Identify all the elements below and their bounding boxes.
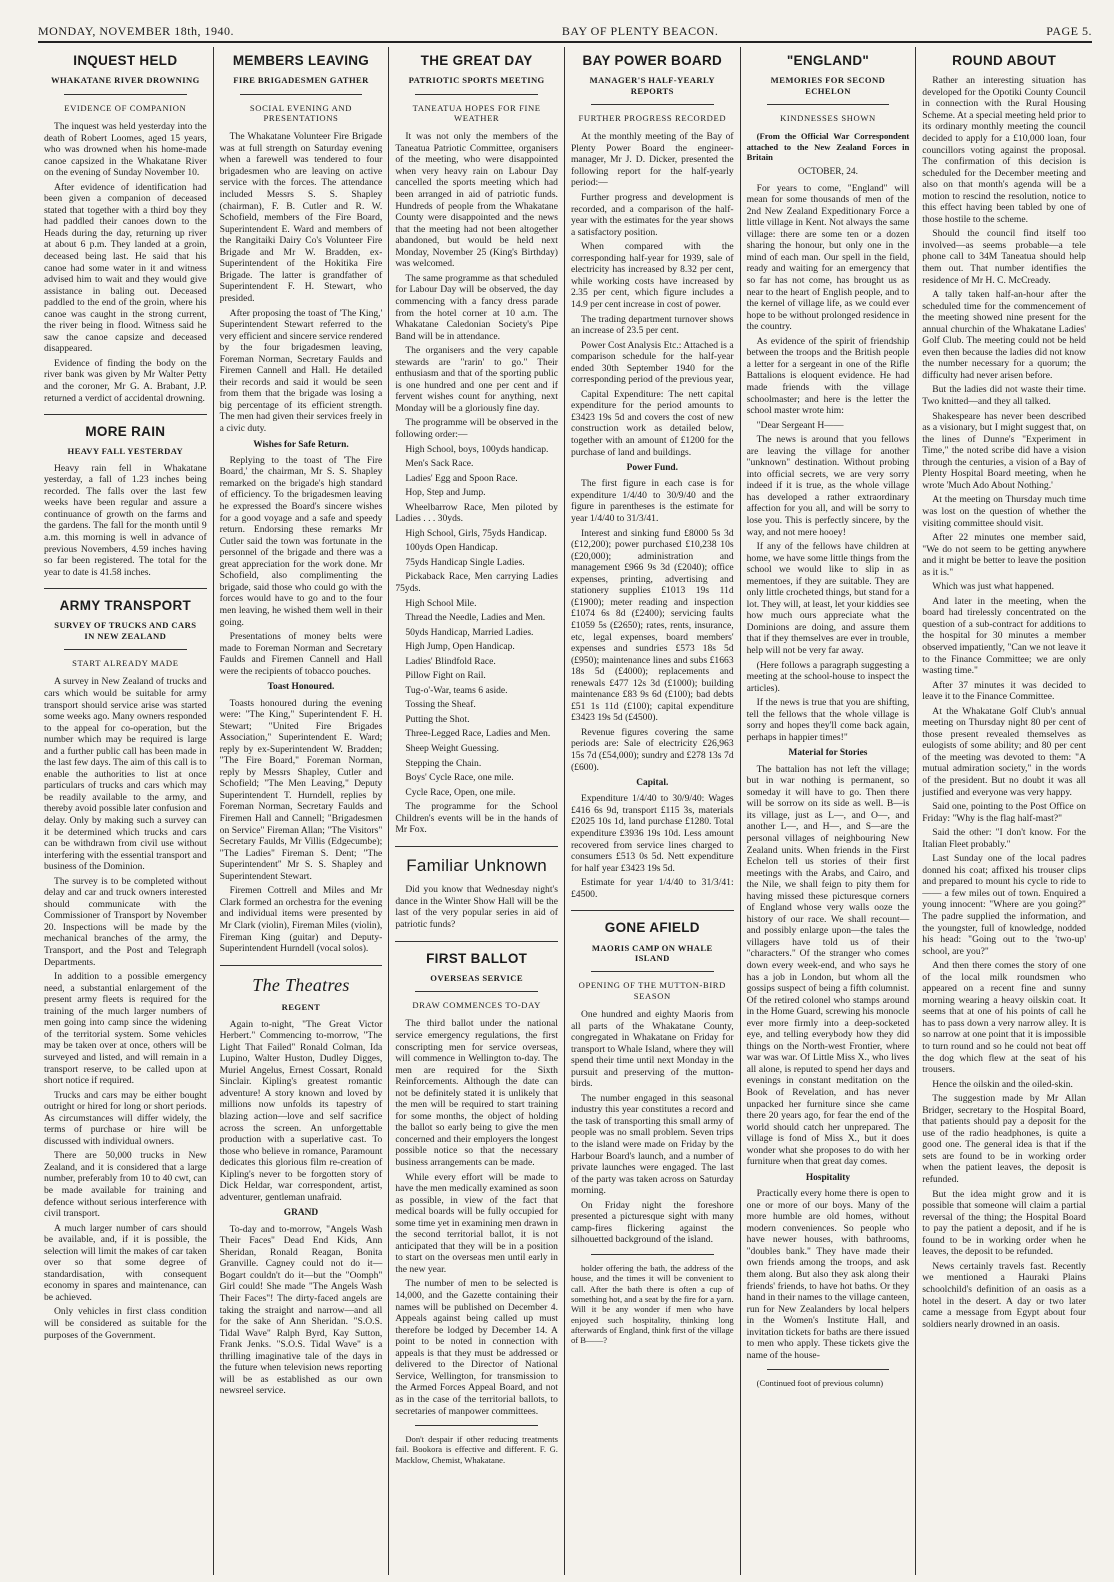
- section-heading: Wishes for Safe Return.: [253, 439, 349, 450]
- article-paragraph: Ladies' Egg and Spoon Race.: [405, 472, 518, 484]
- article-paragraph: High School, Girls, 75yds Handicap.: [405, 527, 547, 539]
- article-paragraph: While every effort will be made to have the men medically examined as soon as possible, in view of the fact that medical boards will be fully occupied for some time yet in examining men drawn in the second territorial ballot, it is not anticipated that they will be in a position to start on the overseas men until early in the new year.: [395, 1171, 558, 1275]
- article-headline: MEMBERS LEAVING: [232, 53, 370, 68]
- article-deck: START ALREADY MADE: [72, 658, 179, 669]
- article-paragraph: High Jump, Open Handicap.: [405, 641, 515, 653]
- footer-rule: [415, 1425, 538, 1426]
- section-paragraph: To-day and to-morrow, "Angels Wash Their Faces" Dead End Kids, Ann Sheridan, Ronald Reagan, Bonita Granville. Cagney could not do it—Bogart couldn't do it—but the "Oomph" Girl could! She made "The Angels Wash Their Faces"! The dirty-faced angels are taking the straight and narrow—and all for the sake of Ann Sheridan. "S.O.S. Tidal Wave" Ralph Byrd, Kay Sutton, Frank Jenks. "S.O.S. Tidal Wave" is a thrilling imaginative tale of the days in the future when television news reporting will be as established as our own newsreel service.: [219, 1223, 383, 1397]
- section-paragraph: Interest and sinking fund £8000 5s 3d (£12,200); power purchased £10,238 10s (£20,000); administration and management £966 9s 3d (£2040); office expenses, printing, advertising and stationery supplies £1013 19s 11d (£1900); meter reading and inspection £1074 6s 8d (£2400); servicing faults £1059 5s (£2650); rates, rents, insurance, etc, legal expenses, board members' expenses and sundries £573 18s 5d (£950); maintenance lines and subs £1663 18s 5d (£4000); replacements and renewals £477 12s 3d (£1000); building maintenance £83 9s 6d (£100); bad debts £51 1s 11d (£100); capital expenditure £3423 19s 5d (£4500).: [570, 527, 734, 724]
- article-paragraph: Putting the Shot.: [405, 713, 470, 725]
- article-paragraph: Should the council find itself too involved—as seems probable—a tele phone call to 34M Taneatua should help them out. That number identifies the residence of Mr H. C. McCready.: [922, 228, 1086, 286]
- article-paragraph: Did you know that Wednesday night's dance in the Winter Show Hall will be the last of the very popular series in aid of patriotic funds?: [395, 884, 558, 930]
- article-paragraph: After 37 minutes it was decided to leave it to the Finance Committee.: [922, 679, 1086, 703]
- article-paragraph: After proposing the toast of 'The King,' Superintendent Stewart referred to the very efficient and sincere service rendered by the four brigadesmen leaving, Foreman Norman, Secretary Faulds and Firemen Cannell and Hall. He detailed their records and said it would be seen from them that the brigade was losing a big percentage of its efficient strength. The men had given their services freely in a civic duty.: [219, 307, 383, 434]
- article-deck: SOCIAL EVENING AND PRESENTATIONS: [249, 102, 353, 123]
- article-paragraph: Pickaback Race, Men carrying Ladies 75yds.: [395, 571, 558, 594]
- article-paragraph: But the idea might grow and it is possible that someone will claim a partial reversal of the thing; the Hospital Board to pay the patient a deposit, and if he is found to be in working order when he leaves, the deposit to be refunded.: [922, 1188, 1086, 1258]
- article-paragraph: After 22 minutes one member said, "We do not seem to be getting anywhere and it might be better to leave the position as it is.": [922, 532, 1086, 578]
- deck-rule: [64, 649, 187, 650]
- article-paragraph: High School Mile.: [405, 597, 477, 609]
- article-paragraph: Shakespeare has never been described as a visionary, but I might suggest that, on the lines of Dunne's "Experiment in Time," the noted scribe did have a vision through the centuries, a vision of a Bay of Plenty Hospital Board meeting, when he wrote 'Much Ado About Nothing.': [922, 410, 1086, 491]
- column-2: [214, 47, 390, 1575]
- section-paragraph: Revenue figures covering the same periods are: Sale of electricity £26,963 15s 7d (£54,000); sundry and £278 13s 7d (£600).: [570, 726, 734, 773]
- article-deck: KINDNESSES SHOWN: [780, 112, 876, 123]
- article-paragraph: Trucks and cars may be either bought outright or hired for long or short periods. As circumstances will differ widely, the terms of purchase or hire will be discussed with individual owners.: [44, 1089, 207, 1147]
- article-deck: EVIDENCE OF COMPANION: [64, 102, 187, 113]
- column-3: [389, 47, 565, 1575]
- article-subhead: HEAVY FALL YESTERDAY: [67, 446, 184, 457]
- article-paragraph: As evidence of the spirit of friendship between the troops and the British people a letter for a sergeant in one of the Rifle Battalions is eloquent evidence. He had made friends with the village schoolmaster; and here is the letter the school master wrote him:: [746, 335, 910, 417]
- article-paragraph: At the Whakatane Golf Club's annual meeting on Thursday night 80 per cent of those present revealed themselves as eulogists of some ability; and 80 per cent of the meeting was devoted to them: "A mutual admiration society," in the words of the president. But no doubt it was all justified and everyone was very happy.: [922, 705, 1086, 798]
- article-paragraph: At the monthly meeting of the Bay of Plenty Power Board the engineer-manager, Mr J. D. Dicker, presented the following report for the half-yearly period:—: [570, 131, 734, 189]
- section-heading: Toast Honoured.: [267, 682, 335, 693]
- article-paragraph: The survey is to be completed without delay and car and truck owners interested should communicate with the Commissioner of Transport by November 20. Inspections will be made by the mechanical branches of the army, the Transport, and the Post and Telegraph Departments.: [44, 875, 207, 968]
- article-paragraph: At the meeting on Thursday much time was lost on the question of whether the visiting committee should visit.: [922, 494, 1086, 529]
- article-paragraph: Men's Sack Race.: [405, 458, 474, 470]
- article-paragraph: A much larger number of cars should be available, and, if it is possible, the selection will limit the makes of car taken over so that some degree of standardisation, with consequent economy in spares and maintenance, can be achieved.: [44, 1222, 207, 1303]
- section-heading: GRAND: [283, 1208, 319, 1219]
- article-deck: DRAW COMMENCES TO-DAY: [412, 1000, 541, 1011]
- article-subhead: OVERSEAS SERVICE: [430, 972, 524, 983]
- article-paragraph: The number of men to be selected is 14,000, and the Gazette containing their names will be published on December 4. Appeals against being called up must therefore be lodged by December 14. A point to be noted in connection with appeals is that they must be addressed or delivered to the Director of National Service, Wellington, for transmission to the Armed Forces Appeal Board, and not as in the case of the territorial ballots, to secretaries of manpower committees.: [395, 1278, 558, 1417]
- column-6: [916, 47, 1092, 1575]
- article-paragraph: 50yds Handicap, Married Ladies.: [405, 626, 534, 638]
- article-headline: Familiar Unknown: [395, 846, 558, 876]
- article-paragraph: The programme for the School Children's events will be in the hands of Mr Fox.: [395, 801, 558, 836]
- article-paragraph: 100yds Open Handicap.: [405, 542, 498, 554]
- article-subhead: PATRIOTIC SPORTS MEETING: [408, 75, 545, 86]
- article-headline: BAY POWER BOARD: [582, 53, 723, 68]
- section-paragraph: Estimate for year 1/4/40 to 31/3/41: £4500.: [570, 877, 734, 900]
- article-paragraph: For years to come, "England" will mean for some thousands of men of the 2nd New Zealand Expeditionary Force a little village in Kent. Not always the same village: there are some ten or a dozen sharing the honour, but only one in the mind of each man. Our spell in the field, ready and waiting for an emergency that so far has not come, has brought us as near to the heart of English people, and to the kernel of village life, as we could ever hope to be without prolonged residence in the country.: [746, 182, 910, 333]
- article-paragraph: Three-Legged Race, Ladies and Men.: [405, 728, 551, 740]
- deck-rule: [591, 104, 714, 105]
- article-headline: INQUEST HELD: [73, 53, 178, 68]
- article-paragraph: Tossing the Sheaf.: [405, 699, 476, 711]
- article-paragraph: Hop, Step and Jump.: [405, 487, 486, 499]
- article-paragraph: One hundred and eighty Maoris from all parts of the Whakatane County, congregated in Whakatane on Friday for transport to Whale Island, where they will spend their time until next Monday in the pursuit and preserving of the mutton-birds.: [570, 1008, 734, 1090]
- section-paragraph: Firemen Cottrell and Miles and Mr Clark formed an orchestra for the evening and individual items were presented by Mr Clark (violin), Fireman Miles (violin), Fireman King (guitar) and Deputy-Superintendent Hurndell (vocal solos).: [219, 885, 383, 955]
- article-subhead: FIRE BRIGADESMEN GATHER: [233, 75, 369, 86]
- article-paragraph: Rather an interesting situation has developed for the Opotiki County Council in connection with the Rural Housing Scheme. At a special meeting held prior to its ordinary monthly meeting the council decided to apply for a £10,000 loan, four councillors voting against the proposal. The confirmation of this decision is scheduled for the December meeting and also on that month's agenda will be a motion to rescind the resolution, notice to this effect having been tabled by one of those hostile to the scheme.: [922, 75, 1086, 225]
- article-paragraph: Tug-o'-War, teams 6 aside.: [405, 684, 508, 696]
- article-paragraph: When compared with the corresponding half-year for 1939, sale of electricity has increased by 8.32 per cent, while working costs have increased by 2.35 per cent, which figure includes a 14.9 per cent increase in cost of power.: [570, 241, 734, 310]
- article-paragraph: Power Cost Analysis Etc.: Attached is a comparison schedule for the half-year ended 30th September 1940 for the corresponding period of the previous year,: [570, 339, 734, 386]
- article-paragraph: Again to-night, "The Great Victor Herbert." Commencing to-morrow, "The Light That Failed" Ronald Colman, Ida Lupino, Walter Huston, Dudley Digges, Muriel Angelus, Ernest Cossart, Ronald Sinclair. Kipling's greatest romantic adventure! A story known and loved by millions now unfolds its tapestry of blazing action—love and self sacrifice across the screen. An unforgettable production with a superlative cast. To those who believe in romance, Paramount dedicates this glorious film re-creation of Kipling's never to be forgotten story of Dick Heldar, war correspondent, artist, adventurer, gentleman unafraid.: [219, 1018, 383, 1203]
- article-paragraph: Further progress and development is recorded, and a comparison of the half-year with the estimates for the year shows a satisfactory position.: [570, 192, 734, 238]
- article-paragraph: The organisers and the very capable stewards are "rarin' to go." Their enthusiasm and that of the sporting public is one hundred and one per cent and if fervent wishes count for anything, next Monday will be a gloriously fine day.: [395, 345, 558, 414]
- columns: [38, 47, 1092, 1575]
- article-paragraph: The news is around that you fellows are leaving the village for another "unknown" destination. Without probing into official secrets, we are very sorry indeed if it is true, as the whole village has developed a rather extraordinary affection for you all, and will be sorry to lose you. This is perfectly sincere, by the way, and not mere hooey!: [746, 434, 910, 538]
- column-footer: Don't despair if other reducing treatments fail. Bookora is effective and different. F. G. Macklow, Chemist, Whakatane.: [395, 1434, 558, 1465]
- article-deck: TANEATUA HOPES FOR FINE WEATHER: [412, 102, 541, 123]
- column-1: [38, 47, 214, 1575]
- column-footer: holder offering the bath, the address of the house, and the times it will be convenient to call. After the bath there is often a cup of something hot, and a seat by the fire for a yarn. Will it be any wonder if men who have enjoyed such hospitality, thinking long afterwards of England, think first of the village of B——?: [570, 1262, 734, 1346]
- article-paragraph: Cycle Race, Open, one mile.: [405, 786, 516, 798]
- section-paragraph: Toasts honoured during the evening were: "The King," Superintendent F. H. Stewart; "United Fire Brigades Association," Superintendent E. Ward; reply by ex-Superintendent W. Bradden; "The Fire Board," Foreman Norman, reply by Messrs Shapley, Cutler and Schofield; "The Men Leaving," Deputy Superintendent T. Hurndell, replies by Foreman Norman, Secretary Faulds and Firemen Hall and Cannell; "Brigadesmen on Service" Fireman Allan; "The Visitors" Secretary Faulds, Mr Villis (Edgecumbe); "The Ladies" Fireman S. Dent; "The Superintendent" Mr S. S. Shapley and Superintendent Stewart.: [219, 697, 383, 882]
- section-heading: Capital.: [636, 778, 669, 789]
- article-paragraph: Last Sunday one of the local padres donned his coat; affixed his trouser clips and prepared to mount his cycle to ride to —— a few miles out of town. Enquired a young innocent: "Where are you going?" The padre supplied the information, and the youngster, full of knowledge, nodded his head: "Going out to the 'two-up' school, are you?": [922, 853, 1086, 957]
- article-paragraph: Pillow Fight on Rail.: [405, 670, 486, 682]
- article-paragraph: Boys' Cycle Race, one mile.: [405, 772, 514, 784]
- section-paragraph: Expenditure 1/4/40 to 30/9/40: Wages £416 6s 9d, transport £115 3s, materials £2025 10s 1d, land purchase £1280. Total expenditure £3936 19s 10d. Less amount recovered from service lines charged to consumers £513 0s 5d. Nett expenditure for half year £3423 19s 5d.: [570, 793, 734, 874]
- section-paragraph: Replying to the toast of 'The Fire Board,' the chairman, Mr S. S. Shapley remarked on the brigade's high standard of efficiency. To the brigadesmen leaving he expressed the Board's sincere wishes for a good voyage and a safe and speedy return. Endorsing these remarks Mr Cutler said the town was fortunate in the personnel of the brigade and there was a great appreciation for the work done. Mr Schofield, also complimenting the brigade, said those who could go with the forces would have to go and to the four men leaving, he wished them well in their going.: [219, 454, 383, 628]
- article-paragraph: Ladies' Blindfold Race.: [405, 655, 496, 667]
- section-heading: Power Fund.: [626, 463, 678, 474]
- deck-rule: [240, 94, 363, 95]
- article-paragraph: Which was just what happened.: [932, 581, 1055, 593]
- article-deck: FURTHER PROGRESS RECORDED: [578, 112, 727, 123]
- deck-rule: [591, 971, 714, 972]
- article-headline: MORE RAIN: [44, 414, 207, 440]
- article-paragraph: A survey in New Zealand of trucks and cars which would be suitable for army transport should service arise was started some weeks ago. Many owners responded to the appeal for co-operation, but the number which may be required is large and a further public call has been made in the last few days. The aim of this call is to enable the authorities to list at once particulars of trucks and cars which may be readily available to the army, and thereby avoid possible later confusion and delay. Only by making such a survey can it be determined which trucks and cars can be withdrawn from civil use without interfering with the essential transport and business of the Dominion.: [44, 676, 207, 873]
- article-paragraph: High School, boys, 100yds handicap.: [405, 443, 549, 455]
- article-paragraph: Capital Expenditure: The nett capital expenditure for the period amounts to £3423 19s 5d and covers the cost of new construction work as detailed below, together with an amount of £1200 for the purchase of land and buildings.: [570, 388, 734, 458]
- article-paragraph: And later in the meeting, when the board had tirelessly concentrated on the question of a sub-contract for additions to the hospital for 30 minutes a member observed impatiently, "Can we not leave it to the Finance Committee; we are only wasting time.": [922, 595, 1086, 677]
- article-headline: GONE AFIELD: [571, 910, 734, 936]
- article-paragraph: In addition to a possible emergency need, a substantial enlargement of the present army fleets is required for the training of the much larger numbers of men going into camp since the widening of the territorial system. Some vehicles may be taken over at once, others will be surveyed and listed, and will remain in a transport reserve, to be called upon at short notice if required.: [44, 971, 207, 1087]
- article-paragraph: The third ballot under the national service emergency regulations, the first conscripting men for service overseas, will commence in Wellington to-day. The men are required for the Sixth Reinforcements. Although the date can not be definitely stated it is unlikely that the men will be required to start training for some months, the object of holding the ballot so early being to give the men concerned and their employers the longest possible notice so that the necessary business arrangements can be made.: [395, 1018, 558, 1169]
- deck-rule: [64, 94, 187, 95]
- masthead: [38, 24, 1092, 40]
- article-dateline: OCTOBER, 24.: [797, 167, 858, 178]
- section-paragraph: The battalion has not left the village; but in war nothing is permanent, so someday it will have to go. Then there will be sorrow on its side as well. B—is its village, just as L—, and O—, and another L—, and H—, and S—are the personal villages of neighbouring New Zealand units. When friends in the First Echelon tell us stories of their first meetings with the Arabs, and Cairo, and the Nile, we shall feign to pity them for having missed these picturesque corners of England whose very walls ooze the history of our race. We shall recount—and possibly enlarge upon—the tales the villagers have told us of their "characters." Of the stranger who comes down every week-end, and who says he has a job in London, but whom all the gossips suspect of being a fifth columnist. Of the retired colonel who stamps around in the Home Guard, screwing his monocle ever more firmly into a deep-socketed eye, and telling everybody how they did things on the North-west Frontier, where war was war. Of Little Miss X., who lives all alone, is reputed to spend her days and evenings in constant meditation on the Book of Revelation, and has never unpacked her furniture since she came there 20 years ago, for fear the end of the world should catch her unprepared. The village is fond of Miss X., but it does wonder what she proposes to do with her furniture when that great day comes.: [746, 763, 910, 1168]
- article-headline: THE GREAT DAY: [420, 53, 533, 68]
- article-paragraph: The suggestion made by Mr Allan Bridger, secretary to the Hospital Board, that patients should pay a deposit for the use of the radio headphones, is quite a good one. The general idea is that if the sets are found to be in working order when the patient leaves, the deposit is refunded.: [922, 1093, 1086, 1186]
- article-paragraph: The trading department turnover shows an increase of 23.5 per cent.: [570, 313, 734, 337]
- article-paragraph: And then there comes the story of one of the local milk roundsmen who appeared on a recent fine and sunny morning wearing a heavy oilskin coat. It seems that at one of his points of call he has to pass down a very narrow alley. It is so narrow at one point that it is impossible to turn round and so he could not beat off the dog which flew at the seat of his trousers.: [922, 960, 1086, 1076]
- article-headline: ARMY TRANSPORT: [44, 588, 207, 614]
- article-headline: FIRST BALLOT: [395, 941, 558, 967]
- masthead-date: MONDAY, NOVEMBER 18th, 1940.: [38, 24, 235, 38]
- column-footer: (Continued foot of previous column): [756, 1378, 884, 1389]
- masthead-rule: [38, 41, 1092, 43]
- section-paragraph: Practically every home there is open to one or more of our boys. Many of the more humble are old homes, without modern conveniences. So people who have newer houses, with bathrooms, "doubles bank." They have made their own friends among the troops, and ask them along. But also they ask along their friends' friends, to have hot baths. Or they hand in their names to the village canteen, run for New Zealanders by local helpers in the Women's Institute Hall, and invitation tickets for baths are there issued to men who apply. These tickets give the name of the house-: [746, 1188, 910, 1361]
- section-paragraph: Presentations of money belts were made to Foreman Norman and Secretary Faulds and Firemen Cannell and Hall were the recipients of tobacco pouches.: [219, 631, 383, 677]
- article-paragraph: A tally taken half-an-hour after the scheduled time for the commencement of the meeting showed nine present for the annual churchin of the Whakatane Ladies' Golf Club. The meeting could not be held even then because the ladies did not know the number necessary for a quorum; the difficulty had never arisen before.: [922, 289, 1086, 381]
- article-deck: OPENING OF THE MUTTON-BIRD SEASON: [578, 980, 726, 1001]
- article-paragraph: On Friday night the foreshore presented a picturesque sight with many camp-fires flickering against the silhouetted background of the island.: [570, 1199, 734, 1246]
- article-paragraph: There are 50,000 trucks in New Zealand, and it is considered that a large number, preferably from 10 to 40 cwt, can be made available for training and defence without serious interference with civil transport.: [44, 1150, 207, 1220]
- deck-rule: [415, 94, 538, 95]
- article-paragraph: After evidence of identification had been given a companion of deceased stated that together with a third boy they had paddled their canoes down to the Heads during the day, returning up river at about 6 p.m. They landed at a groin, deceased being last. He said that his canoe had some water in it and witness advised him to wait and they would give assistance in baling out. Deceased paddled to the end of the groin, where his canoe was caught in the strong current, the river being in flood. Witness said he saw the canoe capsize and deceased disappeared.: [44, 181, 207, 355]
- article-headline: "ENGLAND": [786, 53, 870, 68]
- article-paragraph: It was not only the members of the Taneatua Patriotic Committee, organisers of the meeting, who were disappointed when very heavy rain on Labour Day cancelled the sports meeting which had been arranged in aid of patriotic funds. Hundreds of people from the Whakatane County were disappointed and the news that the meeting had not been altogether abandoned, but would be held next Monday, November 25 (King's Birthday) was welcomed.: [395, 131, 558, 270]
- footer-rule: [591, 1254, 714, 1255]
- section-heading: Material for Stories: [788, 748, 868, 759]
- article-paragraph: Only vehicles in first class condition will be considered as suitable for the purposes of the Government.: [44, 1306, 207, 1341]
- article-paragraph: 75yds Handicap Single Ladies.: [405, 556, 525, 568]
- footer-rule: [767, 1369, 890, 1370]
- masthead-title: BAY OF PLENTY BEACON.: [561, 24, 719, 38]
- article-paragraph: The inquest was held yesterday into the death of Robert Loomes, aged 15 years, who was drowned when his home-made canoe capsized in the Whakatane River on the evening of Sunday November 10.: [44, 120, 207, 179]
- article-byline: (From the Official War Correspondent attached to the New Zealand Forces in Britain: [746, 131, 910, 162]
- article-paragraph: (Here follows a paragraph suggesting a meeting at the school-house to inspect the articles).: [746, 659, 910, 694]
- article-headline: The Theatres: [220, 965, 383, 997]
- article-paragraph: The number engaged in this seasonal industry this year constitutes a record and the task of transporting this small army of people was no small problem. Seven trips to the island were made on Friday by the Harbour Board's launch, and a number of private launches were engaged. The last of the party was taken across on Saturday morning.: [570, 1092, 734, 1197]
- article-subhead: MEMORIES FOR SECOND ECHELON: [770, 75, 886, 96]
- article-paragraph: If the news is true that you are shifting, tell the fellows that the whole village is sorry and hopes they'll come back again, perhaps in happier times!": [746, 697, 910, 743]
- article-subhead: MAORIS CAMP ON WHALE ISLAND: [591, 942, 713, 963]
- article-paragraph: The Whakatane Volunteer Fire Brigade was at full strength on Saturday evening when a farewell was tendered to four brigadesmen who are leaving on active service with the forces. The attendance included Messrs S. S. Shapley (chairman), F. B. Cutler and R. W. Schofield, members of the Fire Board, Superintendent E. Ward and members of the Rangitaiki Dairy Co's Volunteer Fire Brigade and Mr W. Bradden, ex-Superintendent of the Hokitika Fire Brigade. The latter is grandfather of Superintendent F. H. Stewart, who presided.: [219, 131, 383, 304]
- article-paragraph: Thread the Needle, Ladies and Men.: [405, 612, 546, 624]
- masthead-page: PAGE 5.: [1046, 24, 1092, 38]
- article-paragraph: If any of the fellows have children at home, we have some little things from the school we would like to slip in as mementoes, if they are suitable. They are only little crocheted things, but stand for a lot. They will, at least, let your kiddies see how much ours appreciate what the Dominions are doing, and assure them that if they themselves are ever in trouble, help will not be very far away.: [746, 541, 910, 656]
- article-paragraph: "Dear Sergeant H——: [756, 419, 844, 431]
- article-paragraph: The same programme as that scheduled for Labour Day will be observed, the day commencing with a fancy dress parade from the hotel corner at 10 a.m. The Whakatane Caledonian Society's Pipe Band will be in attendance.: [395, 272, 558, 342]
- article-paragraph: The programme will be observed in the following order:—: [395, 417, 558, 440]
- article-paragraph: But the ladies did not waste their time. Two knitted—and they all talked.: [922, 384, 1086, 408]
- article-subhead: SURVEY OF TRUCKS AND CARS IN NEW ZEALAND: [54, 620, 197, 641]
- article-subhead: MANAGER'S HALF-YEARLY REPORTS: [589, 75, 715, 96]
- deck-rule: [415, 991, 538, 992]
- article-paragraph: Sheep Weight Guessing.: [405, 743, 499, 754]
- section-heading: Hospitality: [805, 1172, 851, 1183]
- article-paragraph: Hence the oilskin and the oiled-skin.: [932, 1078, 1073, 1090]
- article-paragraph: Said one, pointing to the Post Office on Friday: "Why is the flag half-mast?": [922, 801, 1086, 824]
- section-paragraph: The first figure in each case is for expenditure 1/4/40 to 30/9/40 and the figure in parentheses is the estimate for year 1/4/40 to 31/3/41.: [570, 478, 734, 525]
- article-subhead: WHAKATANE RIVER DROWNING: [50, 75, 200, 86]
- column-5: [741, 47, 917, 1575]
- article-paragraph: Evidence of finding the body on the river bank was given by Mr Walter Petty and the coroner, Mr G. A. Brabant, J.P. returned a verdict of accidental drowning.: [44, 357, 207, 404]
- article-paragraph: Stepping the Chain.: [405, 757, 482, 769]
- article-paragraph: Wheelbarrow Race, Men piloted by Ladies . . . 30yds.: [395, 501, 558, 525]
- deck-rule: [767, 104, 890, 105]
- article-paragraph: Heavy rain fell in Whakatane yesterday, a fall of 1.23 inches being recorded. The falls over the last few weeks have been regular and assure a continuance of growth on the farms and the gardens. The fall for the month until 9 a.m. this morning is well in advance of previous Novembers, 4.59 inches having so far been registered. The total for the year to date is 41.58 inches.: [44, 462, 207, 578]
- column-4: [565, 47, 741, 1575]
- article-paragraph: Said the other: "I don't know. For the Italian Fleet probably.": [922, 827, 1086, 850]
- article-subhead: REGENT: [281, 1002, 321, 1013]
- article-paragraph: News certainly travels fast. Recently we mentioned a Hauraki Plains schoolchild's definition of an oasis as a hotel in the desert. A day or two later came a message from Egypt about four soldiers nearly drowned in an oasis.: [922, 1260, 1086, 1330]
- article-headline: ROUND ABOUT: [952, 53, 1057, 68]
